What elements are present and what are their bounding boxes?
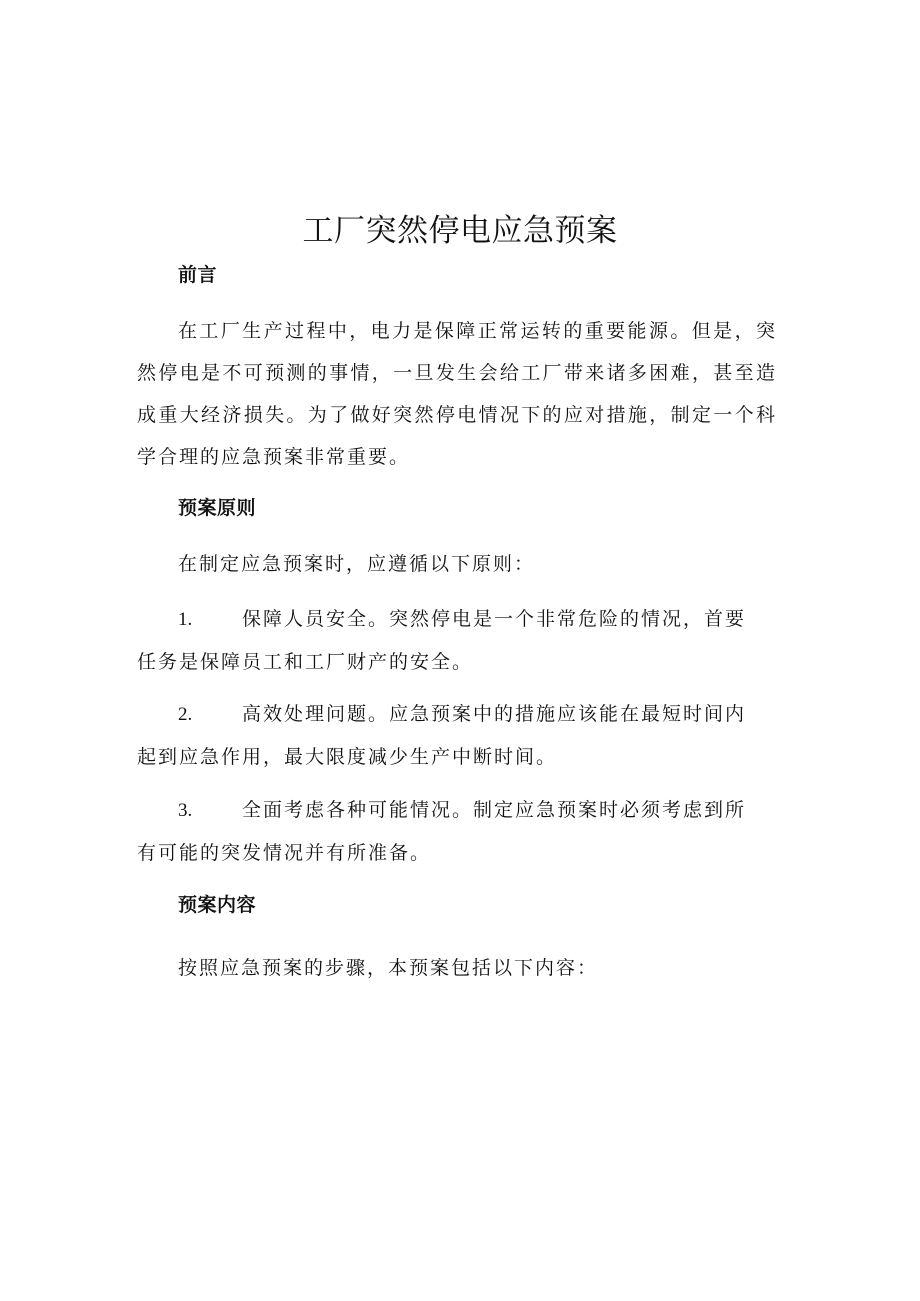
- content-intro: 按照应急预案的步骤，本预案包括以下内容：: [178, 957, 599, 979]
- principle-item-text: 高效处理问题。应急预案中的措施应该能在最短时间内起到应急作用，最大限度减少生产中断时间。: [137, 703, 747, 768]
- section-heading-content: 预案内容: [178, 894, 257, 916]
- preface-paragraph: 在工厂生产过程中，电力是保障正常运转的重要能源。但是，突然停电是不可预测的事情，一旦发生会给工厂带来诸多困难，甚至造成重大经济损失。为了做好突然停电情况下的应对措施，制定一个科学合理的应急预案非常重要。: [137, 320, 777, 468]
- principles-intro: 在制定应急预案时，应遵循以下原则：: [178, 553, 536, 575]
- principle-item-3: [137, 789, 757, 874]
- section-heading-principles: 预案原则: [178, 497, 257, 519]
- document-title: 工厂突然停电应急预案: [302, 213, 618, 249]
- principle-item-1: [137, 598, 757, 683]
- principle-item-number: 3.: [178, 800, 193, 821]
- principle-item-text: 保障人员安全。突然停电是一个非常危险的情况，首要任务是保障员工和工厂财产的安全。: [137, 608, 747, 673]
- principle-item-2: [137, 693, 757, 778]
- principle-item-number: 1.: [178, 609, 193, 630]
- section-heading-preface: 前言: [178, 264, 218, 286]
- principle-item-number: 2.: [178, 704, 193, 725]
- principle-item-text: 全面考虑各种可能情况。制定应急预案时必须考虑到所有可能的突发情况并有所准备。: [137, 799, 747, 864]
